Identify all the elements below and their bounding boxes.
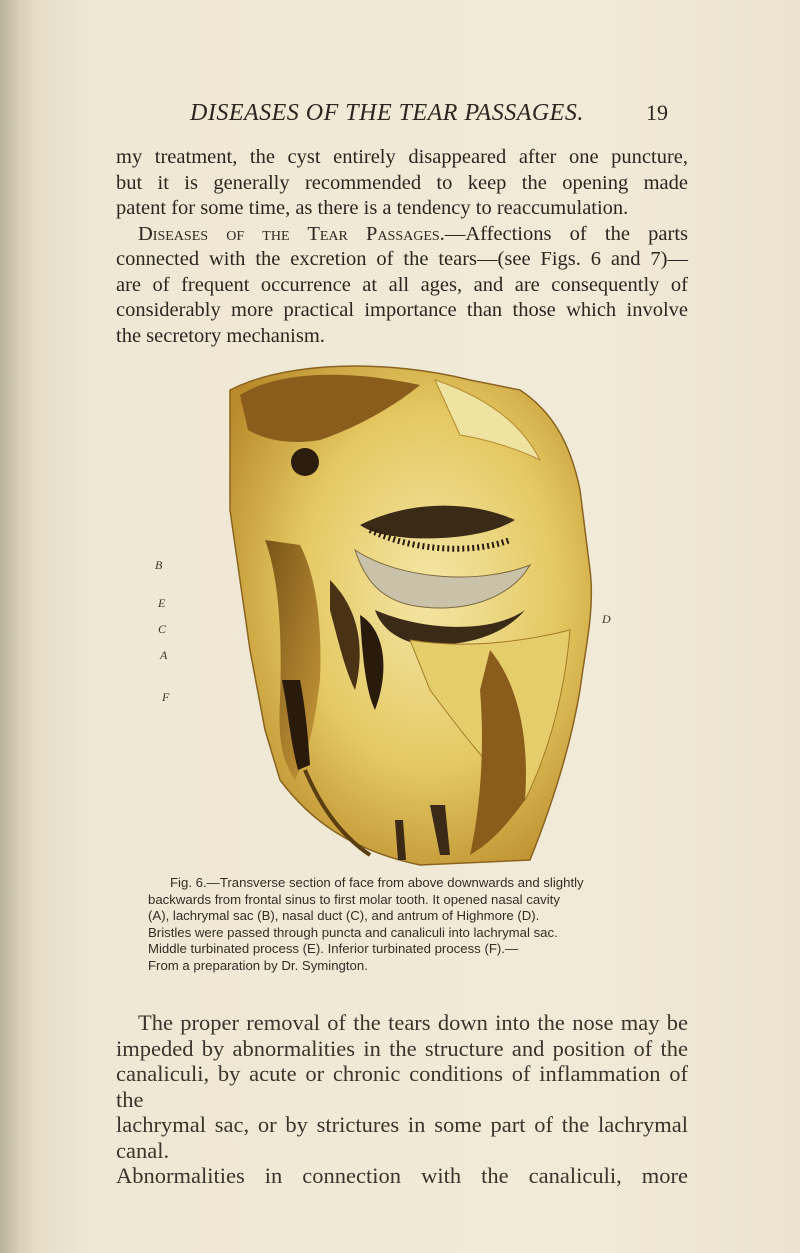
- paragraph-continuation: [116, 145, 688, 349]
- caption-line: Middle turbinated process (E). Inferior turbinated process (F).—: [148, 941, 519, 957]
- caption-line: (A), lachrymal sac (B), nasal duct (C), and antrum of Highmore (D).: [148, 908, 540, 924]
- caption-line: Bristles were passed through puncta and canaliculi into lachrymal sac.: [148, 924, 558, 940]
- text-line: but it is generally recommended to keep the opening made: [116, 171, 688, 194]
- text-line: Abnormalities in connection with the canaliculi, more: [116, 1163, 688, 1188]
- anatomical-figure: [155, 350, 640, 870]
- label-b: B: [155, 558, 163, 572]
- section-line: [116, 222, 688, 248]
- page-gutter-shadow: [0, 0, 36, 1253]
- text-line: patent for some time, as there is a tendency to reaccumulation.: [116, 197, 629, 219]
- text-line: are of frequent occurrence at all ages, and are consequently of: [116, 273, 688, 296]
- figure-caption: [148, 875, 668, 975]
- label-e: E: [158, 596, 166, 610]
- face-section-illustration: [170, 350, 640, 870]
- page-number: 19: [646, 100, 668, 125]
- label-a: A: [160, 648, 168, 662]
- text-line: canaliculi, by acute or chronic conditions of inflammation of the: [116, 1061, 688, 1112]
- text-line: lachrymal sac, or by strictures in some part of the lachrymal canal.: [116, 1112, 688, 1163]
- label-c: C: [158, 622, 167, 636]
- lachrymal-sac: [291, 448, 319, 476]
- caption-line: backwards from frontal sinus to first molar tooth. It opened nasal cavity: [148, 891, 560, 907]
- running-head: DISEASES OF THE TEAR PASSAGES.: [190, 100, 584, 126]
- label-d: D: [602, 612, 611, 626]
- text-line: the secretory mechanism.: [116, 324, 325, 347]
- text-line: impeded by abnormalities in the structure and position of the: [116, 1035, 688, 1061]
- caption-line: Fig. 6.—Transverse section of face from above downwards and slightly: [170, 875, 584, 890]
- text-line: considerably more practical importance than those which involve: [116, 299, 688, 321]
- text-line: The proper removal of the tears down into the nose may be: [138, 1010, 688, 1035]
- text-line: connected with the excretion of the tears—(see Figs. 6 and 7)—: [116, 248, 688, 270]
- section-heading: Diseases of the Tear Passages.: [138, 222, 445, 245]
- paragraph-tear-removal: [116, 1010, 688, 1189]
- text-line: —Affections of the parts: [444, 222, 688, 245]
- label-f: F: [162, 690, 170, 704]
- text-line: my treatment, the cyst entirely disappeared after one puncture,: [116, 146, 688, 168]
- caption-line: From a preparation by Dr. Symington.: [148, 957, 368, 973]
